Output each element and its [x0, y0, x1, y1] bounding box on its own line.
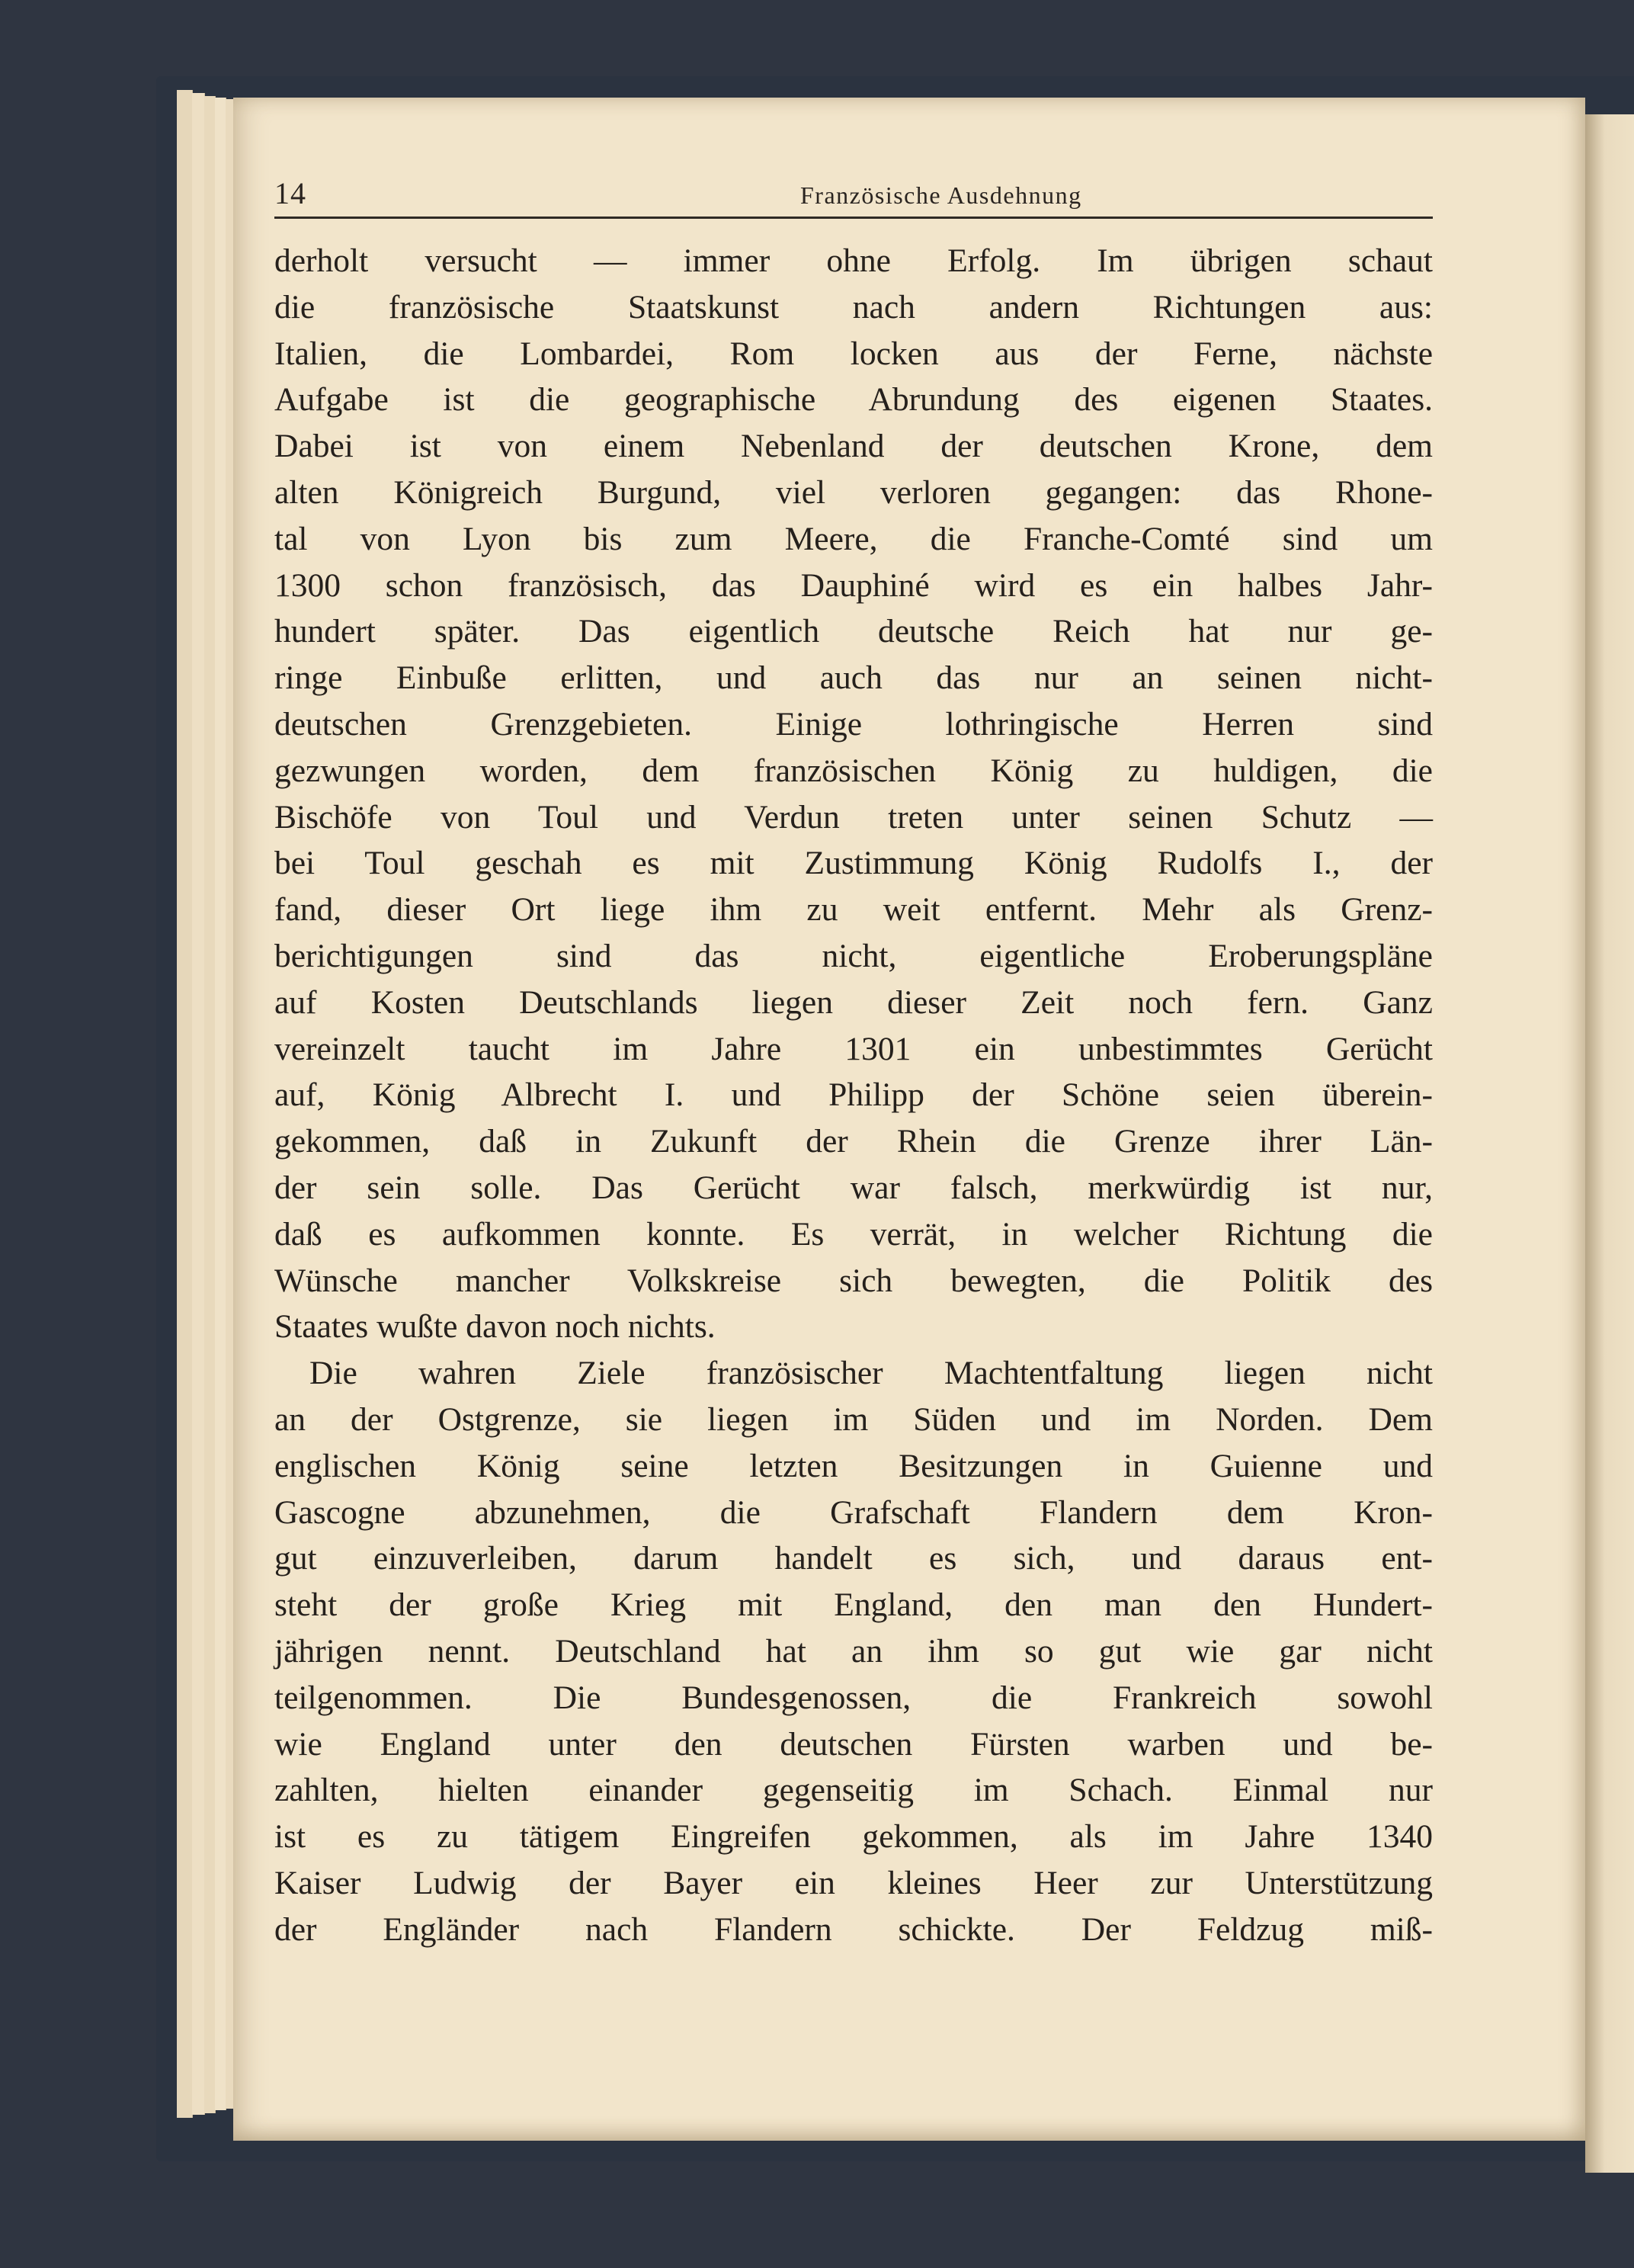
- text-line: der sein solle. Das Gerücht war falsch, merkwürdig ist nur,: [274, 1169, 1433, 1206]
- running-title: Französische Ausdehnung: [800, 181, 1082, 209]
- text-line: jährigen nennt. Deutschland hat an ihm so gut wie gar nicht: [274, 1632, 1433, 1670]
- text-line: alten Königreich Burgund, viel verloren gegangen: das Rhone-: [274, 473, 1433, 511]
- text-line: wie England unter den deutschen Fürsten warben und be-: [274, 1725, 1433, 1763]
- text-line: hundert später. Das eigentlich deutsche Reich hat nur ge-: [274, 613, 1433, 650]
- text-line: Aufgabe ist die geographische Abrundung des eigenen Staates.: [274, 381, 1433, 419]
- text-line: englischen König seine letzten Besitzungen in Guienne und: [274, 1447, 1433, 1484]
- page-edge: [192, 93, 205, 2115]
- text-line: daß es aufkommen konnte. Es verrät, in welcher Richtung die: [274, 1215, 1433, 1253]
- text-line: gekommen, daß in Zukunft der Rhein die Grenze ihrer Län-: [274, 1123, 1433, 1160]
- text-line: der Engländer nach Flandern schickte. Der Feldzug miß-: [274, 1910, 1433, 1948]
- running-head: [274, 175, 1433, 221]
- text-line: Gascogne abzunehmen, die Grafschaft Flandern dem Kron-: [274, 1493, 1433, 1531]
- text-line: tal von Lyon bis zum Meere, die Franche-Comté sind um: [274, 520, 1433, 557]
- page-edge: [177, 90, 193, 2118]
- body-text: [274, 238, 1433, 1952]
- text-line: deutschen Grenzgebieten. Einige lothringische Herren sind: [274, 705, 1433, 743]
- text-line: Wünsche mancher Volkskreise sich bewegten, die Politik des: [274, 1262, 1433, 1299]
- text-line: gut einzuverleiben, darum handelt es sich, und daraus ent-: [274, 1540, 1433, 1577]
- text-line: 1300 schon französisch, das Dauphiné wird es ein halbes Jahr-: [274, 566, 1433, 604]
- text-line: gezwungen worden, dem französischen König zu huldigen, die: [274, 752, 1433, 789]
- text-line: vereinzelt taucht im Jahre 1301 ein unbestimmtes Gerücht: [274, 1030, 1433, 1067]
- text-line: Kaiser Ludwig der Bayer ein kleines Heer zur Unterstützung: [274, 1864, 1433, 1901]
- text-line: berichtigungen sind das nicht, eigentliche Eroberungspläne: [274, 937, 1433, 974]
- text-line: ringe Einbuße erlitten, und auch das nur an seinen nicht-: [274, 659, 1433, 697]
- text-line: auf Kosten Deutschlands liegen dieser Zeit noch fern. Ganz: [274, 983, 1433, 1021]
- text-line: die französische Staatskunst nach andern Richtungen aus:: [274, 288, 1433, 326]
- text-line: steht der große Krieg mit England, den man den Hundert-: [274, 1586, 1433, 1624]
- text-line: bei Toul geschah es mit Zustimmung König Rudolfs I., der: [274, 845, 1433, 882]
- text-line: Dabei ist von einem Nebenland der deutschen Krone, dem: [274, 428, 1433, 465]
- page-edge: [204, 96, 216, 2113]
- text-line: an der Ostgrenze, sie liegen im Süden und im Norden. Dem: [274, 1400, 1433, 1438]
- text-line: Italien, die Lombardei, Rom locken aus der Ferne, nächste: [274, 335, 1433, 372]
- text-line: derholt versucht — immer ohne Erfolg. Im übrigen schaut: [274, 242, 1433, 279]
- text-line: teilgenommen. Die Bundesgenossen, die Frankreich sowohl: [274, 1679, 1433, 1716]
- page-number: 14: [274, 176, 306, 210]
- text-line: fand, dieser Ort liege ihm zu weit entfernt. Mehr als Grenz-: [274, 891, 1433, 929]
- text-line: auf, König Albrecht I. und Philipp der Schöne seien überein-: [274, 1076, 1433, 1114]
- text-line: ist es zu tätigem Eingreifen gekommen, als im Jahre 1340: [274, 1818, 1433, 1856]
- next-page-edge: [1585, 114, 1634, 2173]
- text-line: Staates wußte davon noch nichts.: [274, 1308, 716, 1346]
- page-edge: [215, 98, 226, 2110]
- header-rule: [274, 217, 1433, 219]
- text-line: zahlten, hielten einander gegenseitig im Schach. Einmal nur: [274, 1772, 1433, 1809]
- text-line: Die wahren Ziele französischer Machtentfaltung liegen nicht: [309, 1355, 1433, 1392]
- text-line: Bischöfe von Toul und Verdun treten unter seinen Schutz —: [274, 798, 1433, 836]
